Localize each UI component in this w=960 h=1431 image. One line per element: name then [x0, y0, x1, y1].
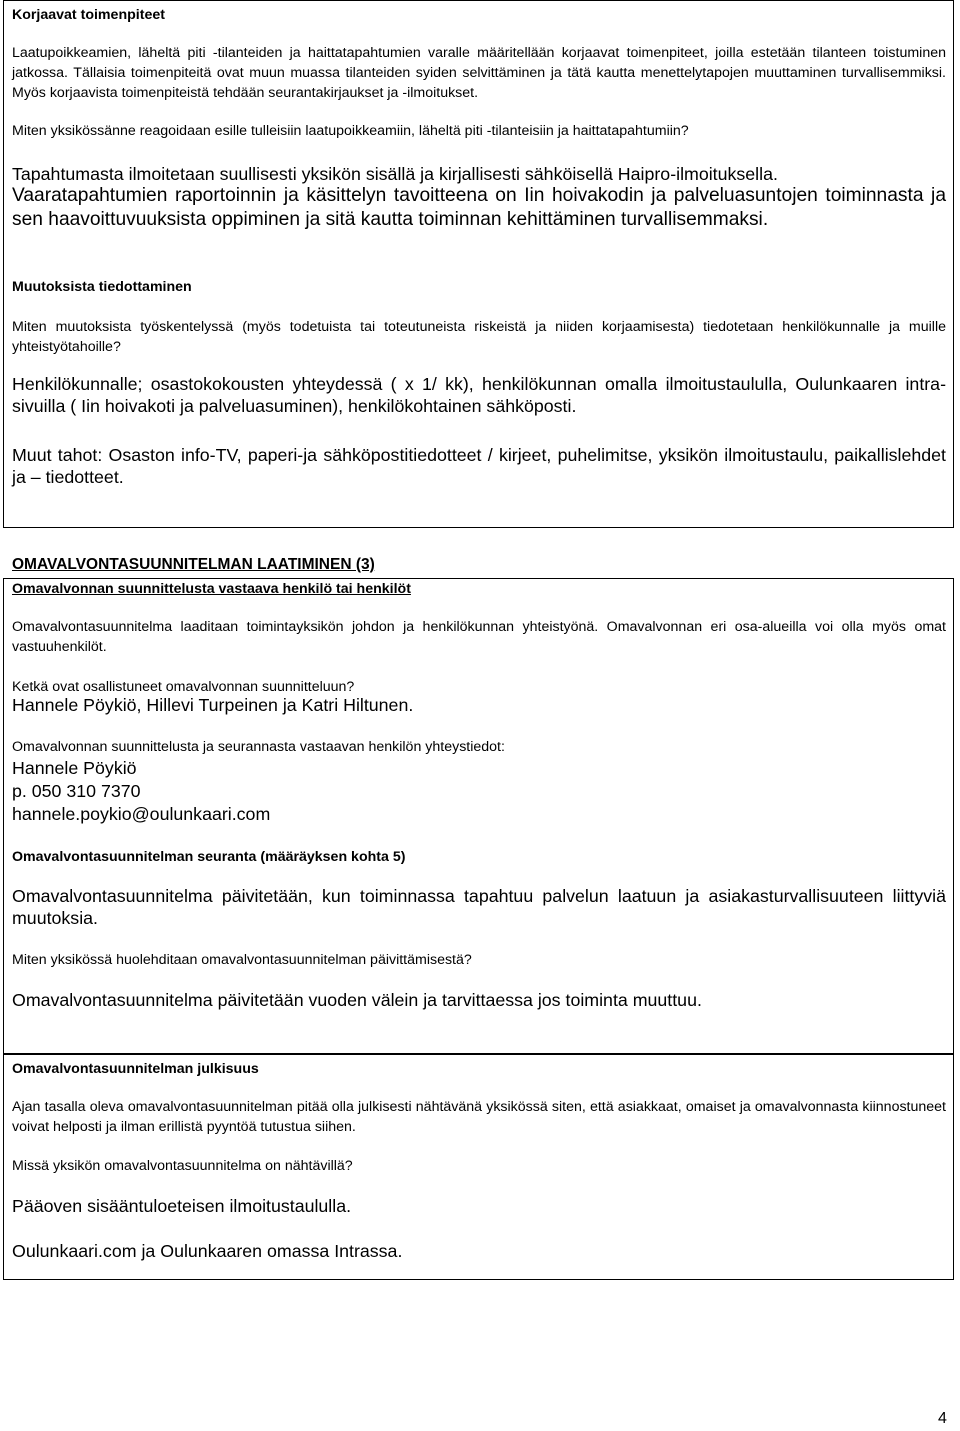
contact-name: Hannele Pöykiö [12, 758, 137, 778]
planning-paragraph: Omavalvontasuunnitelma laaditaan toimintayksikön johdon ja henkilökunnan yhteistyönä. Omavalvonnan eri osa-alueilla voi olla myös omat vastuuhenkilöt. [12, 619, 946, 655]
planning-heading: Omavalvonnan suunnittelusta vastaava henkilö tai henkilöt [12, 581, 411, 597]
corrective-question: Miten yksikössänne reagoidaan esille tulleisiin laatupoikkeamiin, läheltä piti -tilanteisiin ja haittatapahtumiin? [12, 123, 689, 139]
contact-email: hannele.poykio@oulunkaari.com [12, 804, 271, 824]
corrective-heading: Korjaavat toimenpiteet [12, 7, 165, 23]
publicity-answer-1: Pääoven sisääntuloeteisen ilmoitustaululla. [12, 1196, 352, 1216]
publicity-paragraph: Ajan tasalla oleva omavalvontasuunnitelman pitää olla julkisesti nähtävänä yksikössä siten, että asiakkaat, omaiset ja omavalvonnasta kiinnostuneet voivat helposti ja ilman erillistä pyyntöä tutustua siihen. [12, 1099, 946, 1135]
followup-heading: Omavalvontasuunnitelman seuranta (määräyksen kohta 5) [12, 849, 406, 865]
contact-question: Omavalvonnan suunnittelusta ja seurannasta vastaavan henkilön yhteystiedot: [12, 739, 505, 755]
followup-paragraph: Omavalvontasuunnitelma päivitetään, kun toiminnassa tapahtuu palvelun laatuun ja asiakasturvallisuuteen liittyviä muutoksia. [12, 886, 946, 928]
publicity-question: Missä yksikön omavalvontasuunnitelma on nähtävillä? [12, 1158, 353, 1174]
corrective-answer-1: Tapahtumasta ilmoitetaan suullisesti yksikön sisällä ja kirjallisesti sähköisellä Haipro-ilmoituksella. [12, 164, 778, 184]
page-number: 4 [938, 1410, 947, 1427]
changes-answer-2: Muut tahot: Osaston info-TV, paperi-ja sähköpostitiedotteet / kirjeet, puhelimitse, yksikön ilmoitustaulu, paikallislehdet ja – tiedotteet. [12, 445, 946, 487]
section-title: OMAVALVONTASUUNNITELMAN LAATIMINEN (3) [12, 556, 375, 573]
publicity-heading: Omavalvontasuunnitelman julkisuus [12, 1061, 259, 1077]
update-answer: Omavalvontasuunnitelma päivitetään vuoden välein ja tarvittaessa jos toiminta muuttuu. [12, 990, 702, 1010]
participants-answer: Hannele Pöykiö, Hillevi Turpeinen ja Katri Hiltunen. [12, 695, 414, 715]
corrective-paragraph: Laatupoikkeamien, läheltä piti -tilanteiden ja haittatapahtumien varalle määritellään korjaavat toimenpiteet, joilla estetään tilanteen toistuminen jatkossa. Tällaisia toimenpiteitä ovat muun muassa tilanteiden syiden selvittäminen ja tätä kautta menettelytapojen muuttaminen turvallisemmiksi. Myös korjaavista toimenpiteistä tehdään seurantakirjaukset ja -ilmoitukset. [12, 45, 946, 101]
changes-heading: Muutoksista tiedottaminen [12, 279, 192, 295]
changes-question: Miten muutoksista työskentelyssä (myös todetuista tai toteutuneista riskeistä ja niiden korjaamisesta) tiedotetaan henkilökunnalle ja muille yhteistyötahoille? [12, 319, 946, 355]
corrective-answer-2: Vaaratapahtumien raportoinnin ja käsittelyn tavoitteena on Iin hoivakodin ja palveluasuntojen toiminnasta ja sen haavoittuvuuksista oppiminen ja sitä kautta toiminnan kehittäminen turvallisemmaksi. [12, 185, 946, 230]
contact-phone: p. 050 310 7370 [12, 781, 141, 801]
changes-answer-1: Henkilökunnalle; osastokokousten yhteydessä ( x 1/ kk), henkilökunnan omalla ilmoitustaululla, Oulunkaaren intra- sivuilla ( Iin hoivakoti ja palveluasuminen), henkilökohtainen sähköposti. [12, 374, 946, 416]
publicity-answer-2: Oulunkaari.com ja Oulunkaaren omassa Intrassa. [12, 1241, 403, 1261]
participants-question: Ketkä ovat osallistuneet omavalvonnan suunnitteluun? [12, 679, 355, 695]
update-question: Miten yksikössä huolehditaan omavalvontasuunnitelman päivittämisestä? [12, 952, 472, 968]
